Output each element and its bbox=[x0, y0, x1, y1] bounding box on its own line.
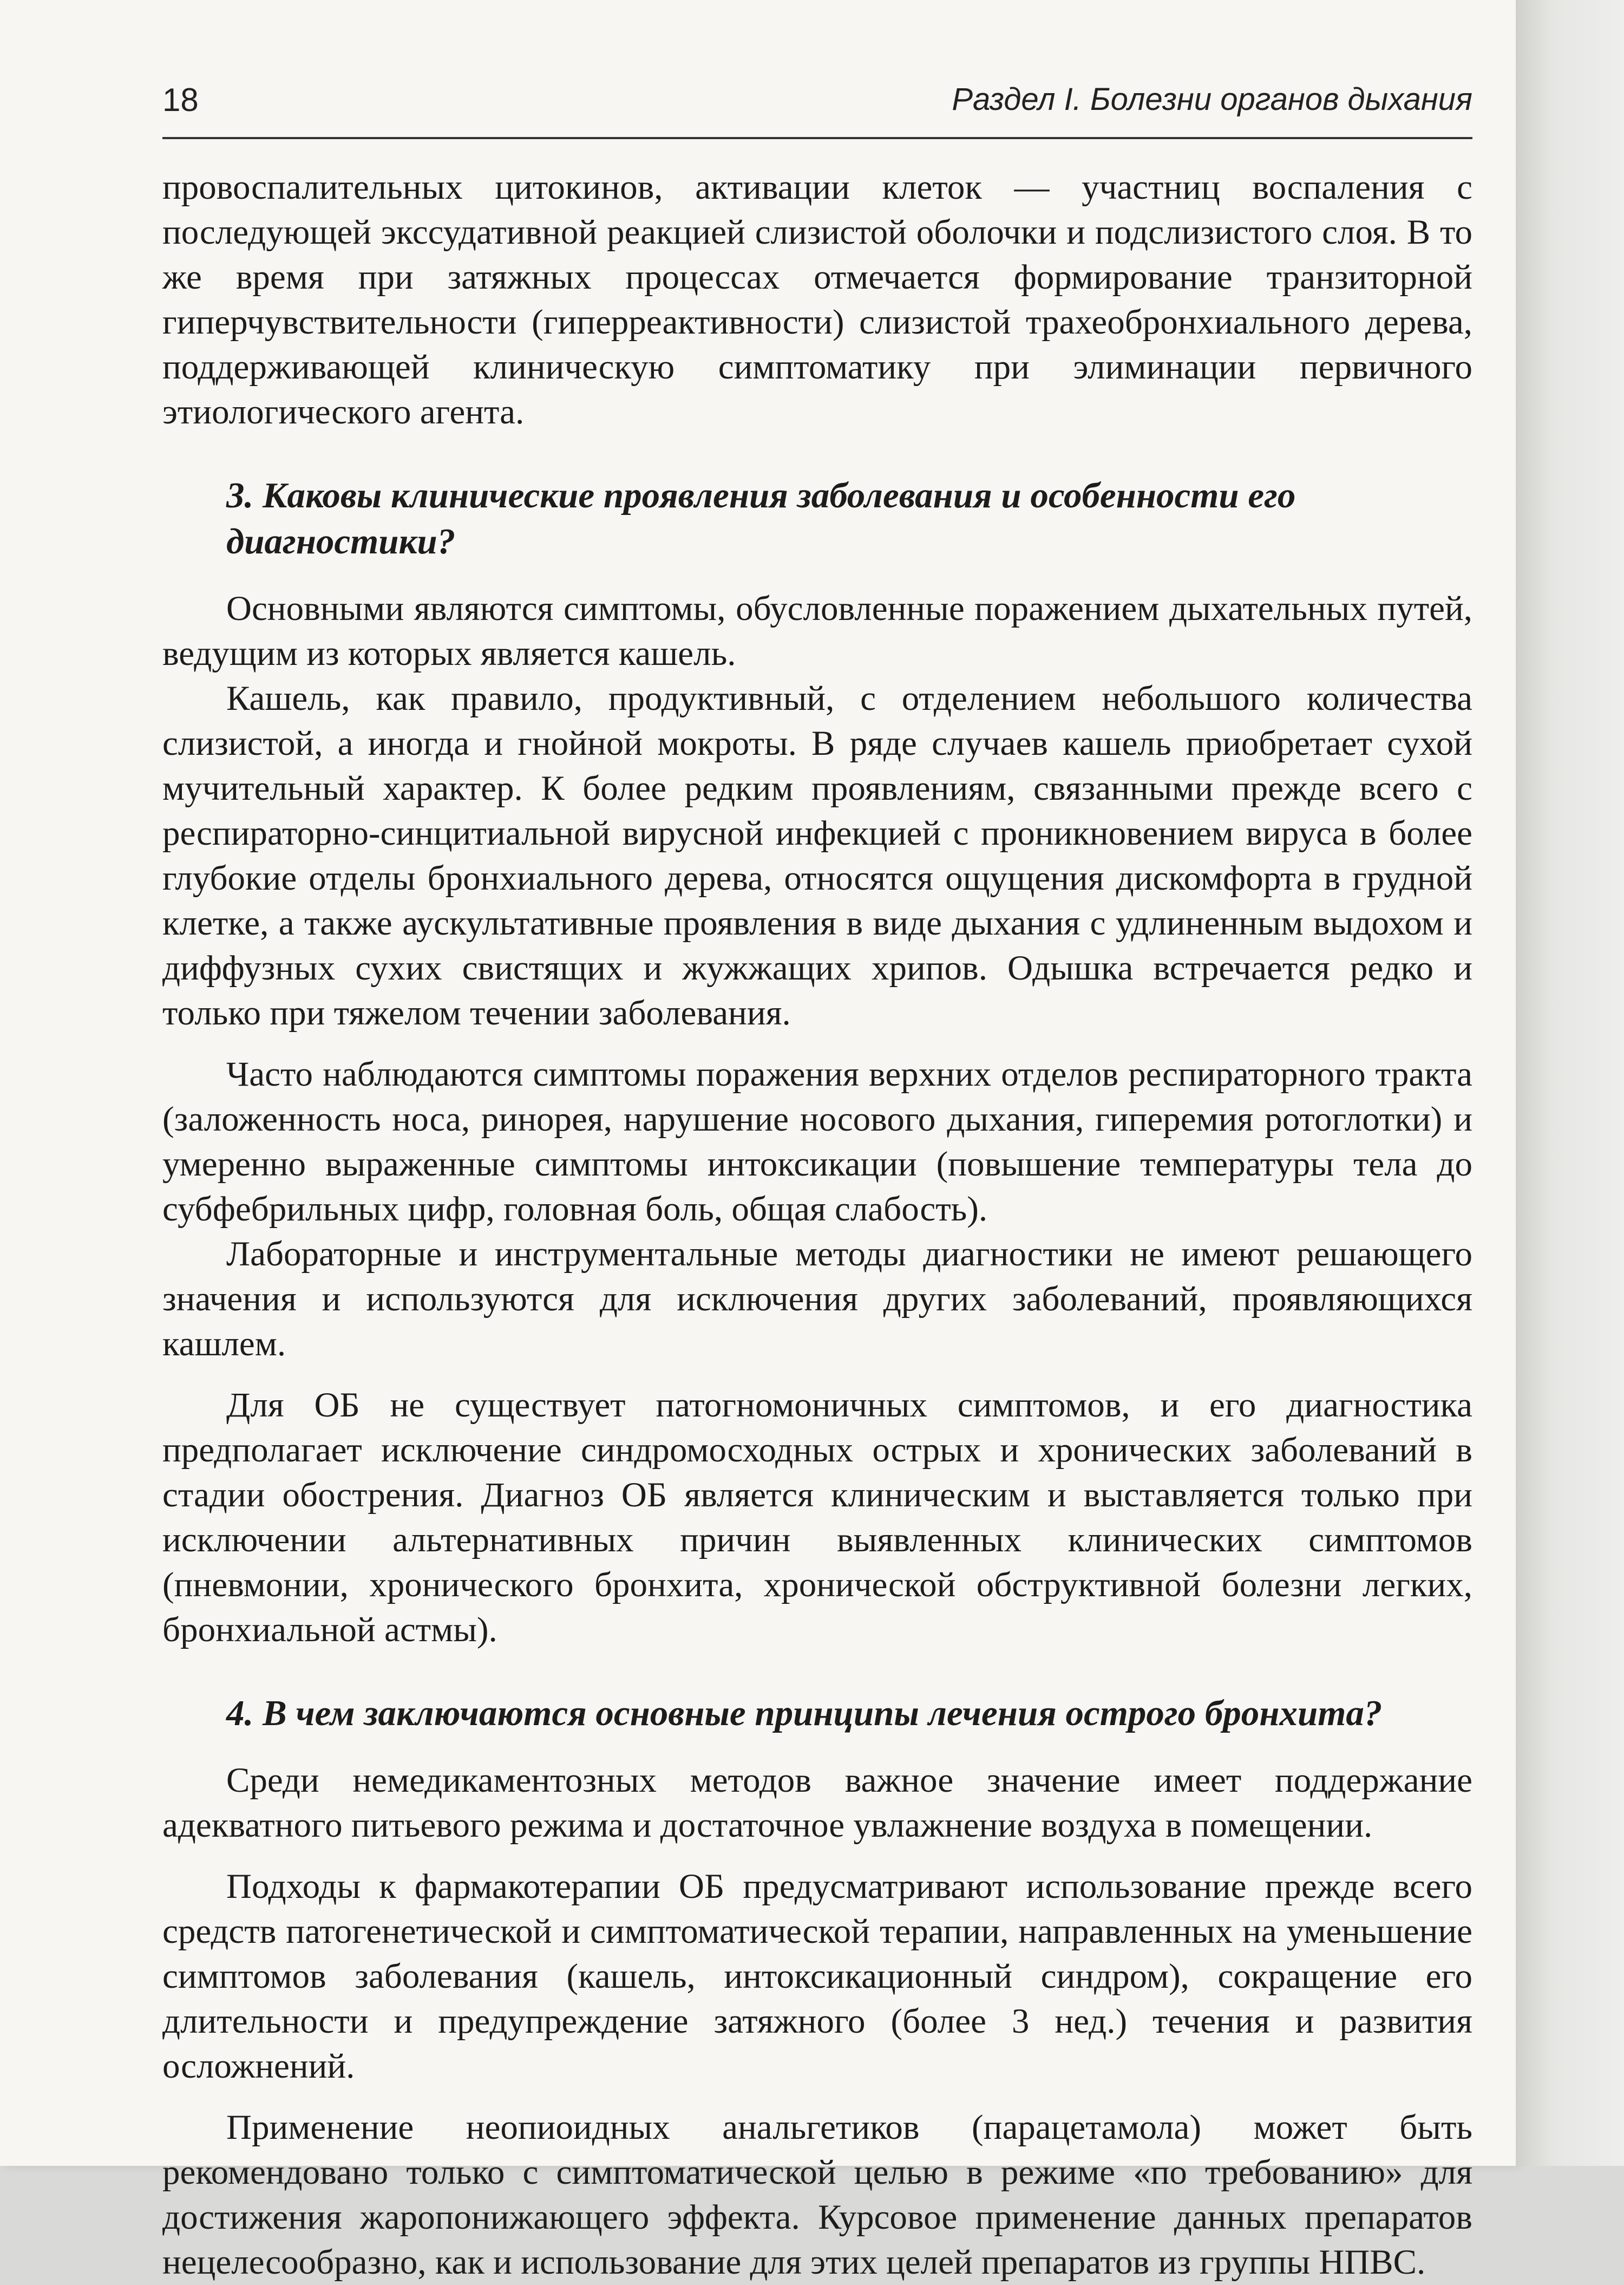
body-paragraph: Применение неопиоидных анальгетиков (парацетамола) может быть рекомендовано только с симптоматической целью в режиме «по требованию» для достижения жаропонижающего эффекта. Курсовое применение данных препаратов нецелесообразно, как и использование для этих целей препаратов из группы НПВС. bbox=[162, 2108, 1472, 2282]
section-heading: 4. В чем заключаются основные принципы лечения острого бронхита? bbox=[226, 1693, 1383, 1733]
header-divider bbox=[162, 137, 1472, 139]
body-paragraph: Основными являются симптомы, обусловленные поражением дыхательных путей, ведущим из которых является кашель. bbox=[162, 589, 1472, 673]
body-paragraph: Подходы к фармакотерапии ОБ предусматривают использование прежде всего средств патогенетической и симптоматической терапии, направленных на уменьшение симптомов заболевания (кашель, интоксикационный синдром), сокращение его длительности и предупреждение затяжного (более 3 нед.) течения и развития осложнений. bbox=[162, 1867, 1472, 2086]
body-paragraph: провоспалительных цитокинов, активации клеток — участниц воспаления с последующей экссудативной реакцией слизистой оболочки и подслизистого слоя. В то же время при затяжных процессах отмечается формирование транзиторной гиперчувствительности (гиперреактивности) слизистой трахеобронхиального дерева, поддерживающей клиническую симптоматику при элиминации первичного этиологического агента. bbox=[162, 168, 1472, 432]
page-edge-shadow bbox=[1516, 0, 1624, 2166]
body-paragraph: Для ОБ не существует патогномоничных симптомов, и его диагностика предполагает исключение синдромосходных острых и хронических заболеваний в стадии обострения. Диагноз ОБ является клиническим и выставляется только при исключении альтернативных причин выявленных клинических симптомов (пневмонии, хронического бронхита, хронической обструктивной болезни легких, бронхиальной астмы). bbox=[162, 1386, 1472, 1649]
page-body bbox=[162, 165, 1472, 2285]
section-heading: 3. Каковы клинические проявления заболевания и особенности его диагностики? bbox=[226, 475, 1296, 562]
page-number: 18 bbox=[162, 82, 199, 118]
page-header bbox=[162, 76, 1472, 135]
body-paragraph: Лабораторные и инструментальные методы диагностики не имеют решающего значения и используются для исключения других заболеваний, проявляющихся кашлем. bbox=[162, 1235, 1472, 1363]
body-paragraph: Кашель, как правило, продуктивный, с отделением небольшого количества слизистой, а иногда и гнойной мокроты. В ряде случаев кашель приобретает сухой мучительный характер. К более редким проявлениям, связанными прежде всего с респираторно-синцитиальной вирусной инфекцией с проникновением вируса в более глубокие отделы бронхиального дерева, относятся ощущения дискомфорта в грудной клетке, а также аускультативные проявления в виде дыхания с удлиненным выдохом и диффузных сухих свистящих и жужжащих хрипов. Одышка встречается редко и только при тяжелом течении заболевания. bbox=[162, 679, 1472, 1033]
running-head: Раздел I. Болезни органов дыхания bbox=[952, 82, 1472, 117]
body-paragraph: Часто наблюдаются симптомы поражения верхних отделов респираторного тракта (заложенность носа, ринорея, нарушение носового дыхания, гиперемия ротоглотки) и умеренно выраженные симптомы интоксикации (повышение температуры тела до субфебрильных цифр, головная боль, общая слабость). bbox=[162, 1055, 1472, 1229]
body-paragraph: Среди немедикаментозных методов важное значение имеет поддержание адекватного питьевого режима и достаточное увлажнение воздуха в помещении. bbox=[162, 1761, 1472, 1845]
